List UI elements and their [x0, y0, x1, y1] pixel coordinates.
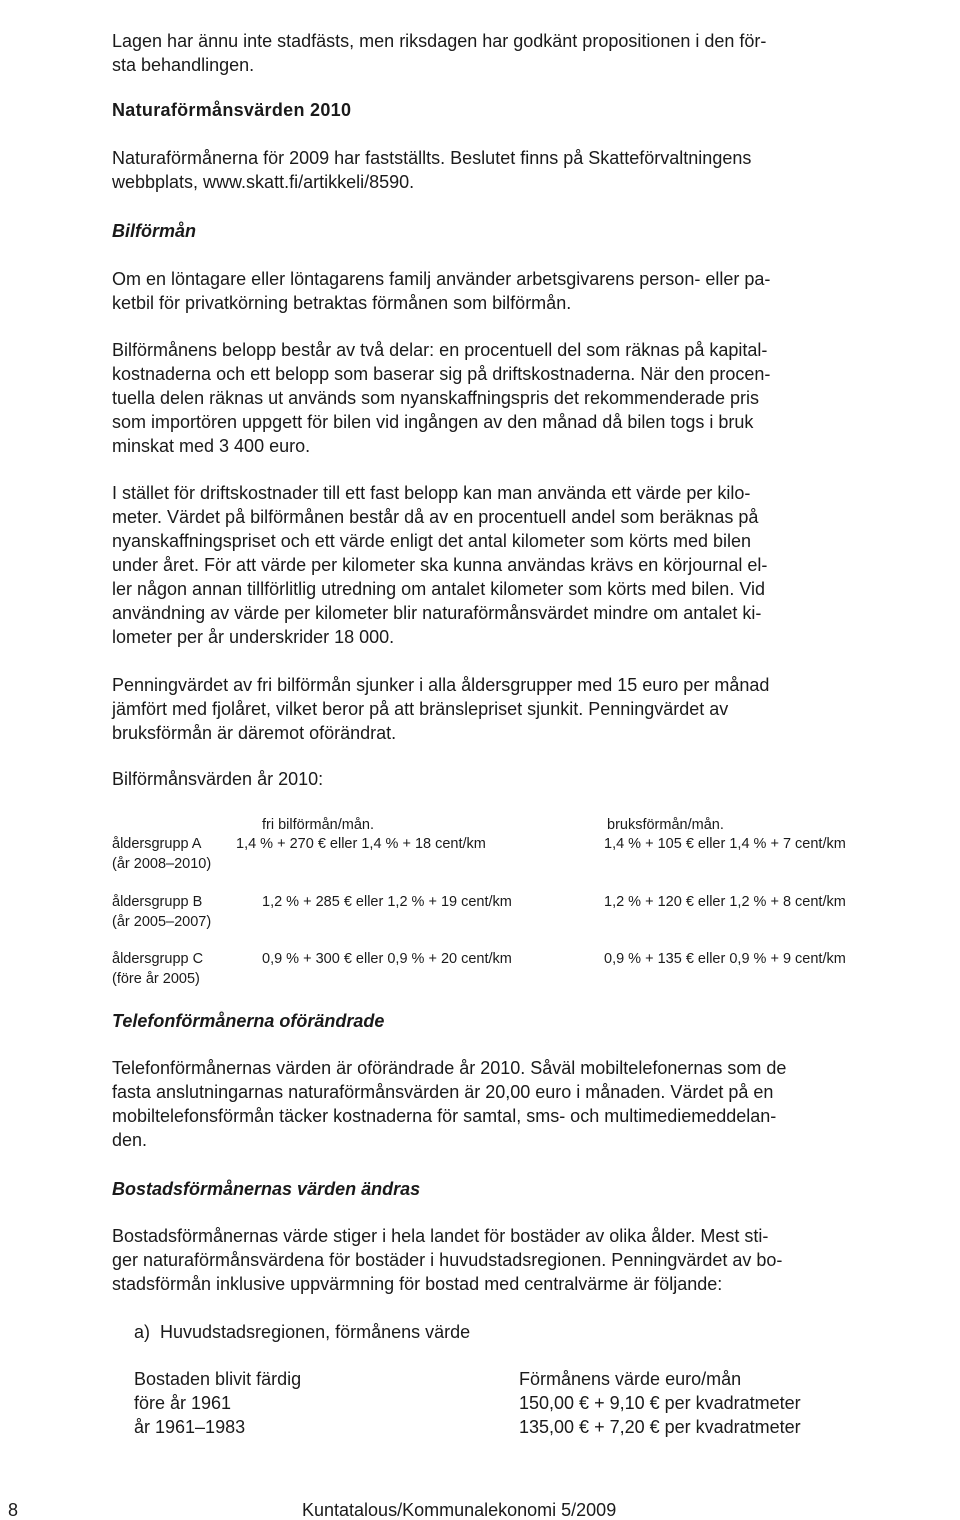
- bostad-table-row-1-value: 150,00 € + 9,10 € per kvadratmeter: [519, 1393, 801, 1413]
- bilforman-paragraph-1: Om en löntagare eller löntagarens familj använder arbetsgivarens person- eller pa- ketbil för privatkörning betraktas förmånen som bilförmån.: [112, 269, 771, 313]
- table-row-years-b: (år 2005–2007): [112, 914, 212, 930]
- bostad-table-row-1-period: före år 1961: [134, 1393, 232, 1413]
- table-row-group-c: åldersgrupp C: [112, 951, 204, 967]
- table-cell-fri-a: 1,4 % + 270 € eller 1,4 % + 18 cent/km: [236, 836, 486, 852]
- list-item-a: a) Huvudstadsregionen, förmånens värde: [134, 1322, 471, 1342]
- bilformansvarden-label: Bilförmånsvärden år 2010:: [112, 769, 324, 789]
- table-cell-bruk-c: 0,9 % + 135 € eller 0,9 % + 9 cent/km: [604, 951, 846, 967]
- publication-footer: Kuntatalous/Kommunalekonomi 5/2009: [302, 1500, 617, 1520]
- bostad-paragraph: Bostadsförmånernas värde stiger i hela landet för bostäder av olika ålder. Mest sti- ger naturaförmånsvärdena för bostäder i huvudstadsregionen. Penningvärdet av bo- stadsförmån inklusive uppvärmning för bostad med centralvärme är följande:: [112, 1226, 783, 1294]
- table-row-group-a: åldersgrupp A: [112, 836, 202, 852]
- telefon-paragraph: Telefonförmånernas värden är oförändrade år 2010. Såväl mobiltelefonernas som de fasta anslutningarnas naturaförmånsvärden är 20,00 euro i månaden. Värdet på en mobiltelefonsförmån täcker kostnaderna för samtal, sms- och multimediemeddelan- den.: [112, 1058, 787, 1150]
- section-heading-naturaformansvarden: Naturaförmånsvärden 2010: [112, 100, 352, 120]
- naturaformans-paragraph: Naturaförmånerna för 2009 har fastställts. Beslutet finns på Skatteförvaltningens webbplats, www.skatt.fi/artikkeli/8590.: [112, 148, 752, 192]
- table-cell-fri-c: 0,9 % + 300 € eller 0,9 % + 20 cent/km: [262, 951, 512, 967]
- subheading-bostadsformanerna: Bostadsförmånernas värden ändras: [112, 1179, 421, 1199]
- table-row-years-a: (år 2008–2010): [112, 856, 212, 872]
- intro-paragraph: Lagen har ännu inte stadfästs, men riksdagen har godkänt propositionen i den för- sta behandlingen.: [112, 31, 767, 75]
- subheading-telefonformanerna: Telefonförmånerna oförändrade: [112, 1011, 385, 1031]
- bostad-table-row-2-value: 135,00 € + 7,20 € per kvadratmeter: [519, 1417, 801, 1437]
- bilforman-paragraph-4: Penningvärdet av fri bilförmån sjunker i alla åldersgrupper med 15 euro per månad jämfört med fjolåret, vilket beror på att bränslepriset sjunkit. Penningvärdet av bruksförmån är däremot oförändrat.: [112, 675, 770, 743]
- table-header-bruksforman: bruksförmån/mån.: [607, 817, 724, 833]
- table-cell-bruk-b: 1,2 % + 120 € eller 1,2 % + 8 cent/km: [604, 894, 846, 910]
- bilforman-paragraph-2: Bilförmånens belopp består av två delar: en procentuell del som räknas på kapital- kostnaderna och ett belopp som baserar sig på driftskostnaderna. När den procen- tuella delen räknas ut används som nyanskaffningspris det rekommenderade pris som importören uppgett för bilen vid ingången av den månad då bilen togs i bruk minskat med 3 400 euro.: [112, 340, 771, 456]
- bostad-table-row-2-period: år 1961–1983: [134, 1417, 246, 1437]
- table-cell-bruk-a: 1,4 % + 105 € eller 1,4 % + 7 cent/km: [604, 836, 846, 852]
- bilforman-paragraph-3: I stället för driftskostnader till ett fast belopp kan man använda ett värde per kilo- meter. Värdet på bilförmånen består då av en procentuell andel som beräknas på nyanskaffningspriset och ett värde enligt det antal kilometer som körts med bilen under året. För att värde per kilometer ska kunna användas krävs en körjournal el- ler någon annan tillförlitlig utredning om antalet kilometer som körts med bilen. Vid användning av värde per kilometer blir naturaförmånsvärdet mindre om antalet ki- lometer per år underskrider 18 000.: [112, 483, 768, 647]
- page-number: 8: [8, 1500, 19, 1520]
- subheading-bilforman: Bilförmån: [112, 221, 197, 241]
- bostad-table-header-value: Förmånens värde euro/mån: [519, 1369, 742, 1389]
- table-row-group-b: åldersgrupp B: [112, 894, 203, 910]
- table-cell-fri-b: 1,2 % + 285 € eller 1,2 % + 19 cent/km: [262, 894, 512, 910]
- table-row-years-c: (före år 2005): [112, 971, 200, 987]
- table-header-fri-bilforman: fri bilförmån/mån.: [262, 817, 375, 833]
- bostad-table-header-period: Bostaden blivit färdig: [134, 1369, 302, 1389]
